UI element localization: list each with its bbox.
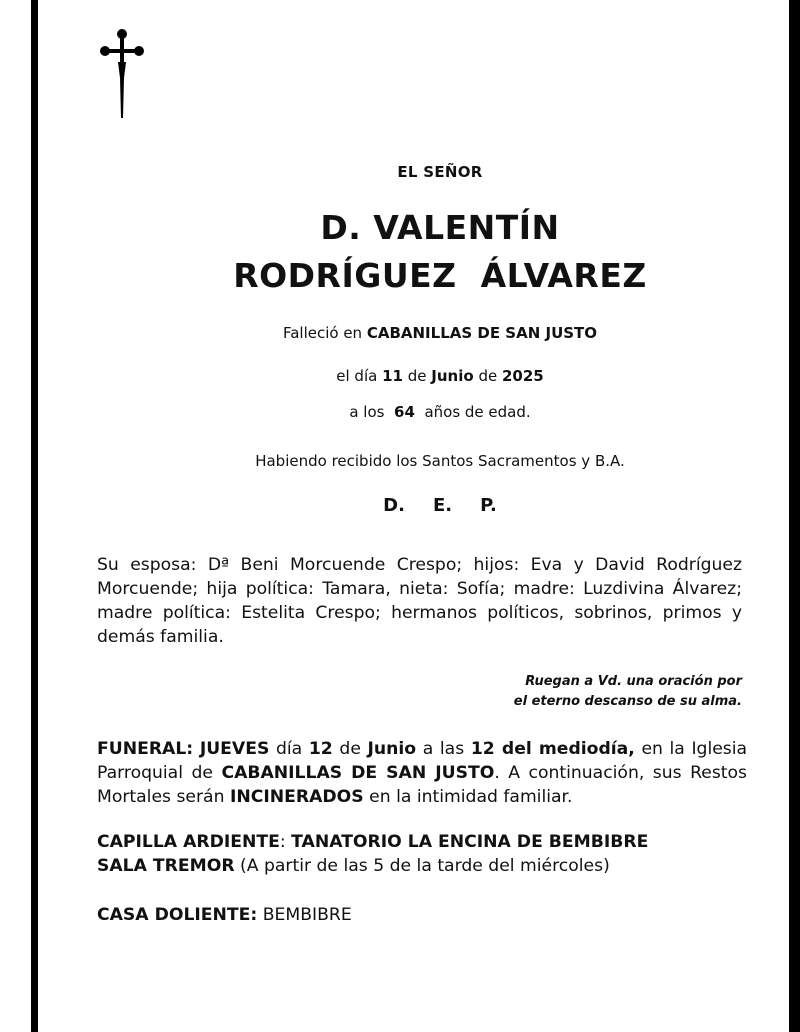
funeral-paragraph — [97, 737, 747, 809]
capilla-label: CAPILLA ARDIENTE — [97, 832, 280, 852]
funeral-text-3: a las — [422, 739, 465, 759]
funeral-text-6: en la intimidad familiar. — [369, 787, 573, 807]
casa-label: CASA DOLIENTE: — [97, 905, 258, 925]
prayer-line-2: el eterno descanso de su alma. — [513, 694, 742, 709]
dep-line — [40, 495, 800, 516]
casa-doliente — [97, 903, 747, 927]
dep-d: D. — [383, 495, 405, 516]
right-border — [789, 0, 800, 1032]
sala-note: (A partir de las 5 de la tarde del miércoles) — [240, 856, 610, 876]
death-year: 2025 — [501, 367, 544, 385]
prayer-note — [514, 672, 742, 712]
capilla-colon: : — [279, 832, 286, 852]
title: EL SEÑOR — [397, 163, 483, 181]
date-de-1: de — [407, 367, 427, 385]
name-line-2: RODRÍGUEZ ÁLVAREZ — [233, 256, 647, 295]
name-line-1: D. VALENTÍN — [320, 208, 560, 247]
capilla-block — [97, 830, 747, 878]
church-place: CABANILLAS DE SAN JUSTO — [221, 763, 495, 783]
capilla-place: TANATORIO LA ENCINA DE BEMBIBRE — [291, 832, 649, 852]
casa-value: BEMBIBRE — [262, 905, 352, 925]
cross-icon — [99, 28, 145, 120]
death-date-line — [40, 367, 800, 385]
age-suffix: años de edad. — [424, 403, 531, 421]
sala-line — [97, 854, 747, 878]
date-de-2: de — [478, 367, 498, 385]
age-line — [40, 403, 800, 421]
dep-p: P. — [480, 495, 497, 516]
death-day: 11 — [382, 367, 403, 385]
funeral-text-1: día — [275, 739, 303, 759]
death-month: Junio — [431, 367, 474, 385]
date-prefix: el día — [336, 367, 378, 385]
prayer-line-1: Ruegan a Vd. una oración por — [525, 674, 742, 689]
funeral-weekday: JUEVES — [199, 739, 270, 759]
incinerados: INCINERADOS — [229, 787, 364, 807]
age-value: 64 — [394, 403, 415, 421]
sala-name: SALA TREMOR — [97, 856, 235, 876]
funeral-text-2: de — [339, 739, 361, 759]
left-border — [31, 0, 38, 1032]
funeral-month: Junio — [367, 739, 417, 759]
funeral-text-4: en la Iglesia Parroquial de — [97, 739, 748, 783]
died-prefix: Falleció en — [282, 324, 363, 342]
age-prefix: a los — [349, 403, 385, 421]
capilla-line — [97, 830, 747, 854]
family-paragraph: Su esposa: Dª Beni Morcuende Crespo; hijos: Eva y David Rodríguez Morcuende; hija política: Tamara, nieta: Sofía; madre: Luzdivina Álvarez; madre política: Estelita Crespo; hermanos políticos, sobrinos, primos y demás familia. — [97, 555, 742, 647]
death-place-line — [40, 324, 800, 342]
sacraments-line: Habiendo recibido los Santos Sacramentos y B.A. — [255, 452, 625, 470]
funeral-label: FUNERAL: — [97, 739, 194, 759]
funeral-text-5: . A continuación, sus Restos Mortales serán — [97, 763, 747, 807]
funeral-time: 12 del mediodía, — [470, 739, 635, 759]
death-place: CABANILLAS DE SAN JUSTO — [366, 324, 598, 342]
dep-e: E. — [432, 495, 453, 516]
funeral-day: 12 — [308, 739, 333, 759]
